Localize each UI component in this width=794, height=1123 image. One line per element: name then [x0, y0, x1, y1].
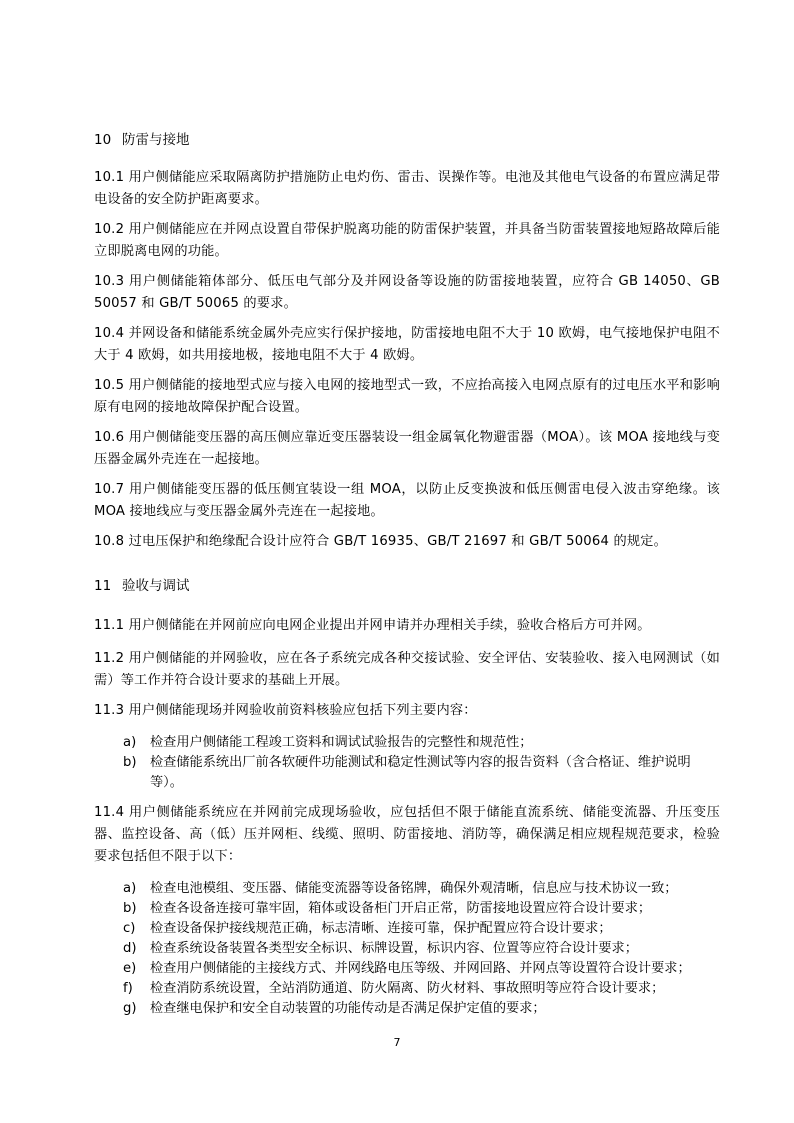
clause-10-6 [94, 427, 720, 471]
clause-text: 用户侧储能系统应在并网前完成现场验收，应包括但不限于储能直流系统、储能变流器、升压变压器、监控设备、高（低）压并网柜、线缆、照明、防雷接地、消防等，确保满足相应规程规范要求，检验要求包括但不限于以下： [94, 805, 720, 864]
clause-10-8 [94, 531, 720, 553]
clause-text: 用户侧储能现场并网验收前资料核验应包括下列主要内容： [128, 703, 477, 718]
section-number: 11 [94, 578, 112, 594]
clause-id: 10.7 [94, 482, 125, 497]
clause-text: 用户侧储能在并网前应向电网企业提出并网申请并办理相关手续，验收合格后方可并网。 [128, 618, 651, 633]
clause-id: 11.1 [94, 618, 125, 633]
clause-id: 10.6 [94, 430, 125, 445]
clause-10-4 [94, 323, 720, 367]
clause-10-5 [94, 375, 720, 419]
list-item [94, 879, 720, 899]
list-marker: g) [123, 1001, 137, 1016]
list-item-text: 检查电池模组、变压器、储能变流器等设备铭牌，确保外观清晰，信息应与技术协议一致； [150, 881, 678, 896]
clause-11-4 [94, 802, 720, 868]
list-item-text: 检查消防系统设置，全站消防通道、防火隔离、防火材料、事故照明等应符合设计要求； [150, 981, 665, 996]
list-item [94, 919, 720, 939]
list-marker: d) [123, 941, 137, 956]
list-item [94, 939, 720, 959]
clause-10-7 [94, 479, 720, 523]
list-item-text: 检查设备保护接线规范正确，标志清晰、连接可靠，保护配置应符合设计要求； [150, 921, 612, 936]
list-marker: a) [123, 735, 137, 750]
clause-id: 10.2 [94, 222, 125, 237]
list-marker: b) [123, 755, 137, 770]
list-item [94, 733, 720, 753]
clause-text: 用户侧储能的接地型式应与接入电网的接地型式一致，不应抬高接入电网点原有的过电压水平和影响原有电网的接地故障保护配合设置。 [94, 378, 720, 415]
clause-id: 10.3 [94, 274, 125, 289]
clause-text: 用户侧储能的并网验收，应在各子系统完成各种交接试验、安全评估、安装验收、接入电网测试（如需）等工作并符合设计要求的基础上开展。 [94, 651, 720, 688]
section-number: 10 [94, 132, 112, 148]
clause-text: 用户侧储能变压器的低压侧宜装设一组 MOA，以防止反变换波和低压侧雷电侵入波击穿绝缘。该 MOA 接地线应与变压器金属外壳连在一起接地。 [94, 482, 720, 519]
clause-id: 11.2 [94, 651, 125, 666]
clause-text: 并网设备和储能系统金属外壳应实行保护接地，防雷接地电阻不大于 10 欧姆，电气接地保护电阻不大于 4 欧姆，如共用接地极，接地电阻不大于 4 欧姆。 [94, 326, 720, 363]
clause-id: 10.8 [94, 534, 125, 549]
clause-11-4-list [94, 879, 720, 1019]
list-item-text: 检查用户侧储能的主接线方式、并网线路电压等级、并网回路、并网点等设置符合设计要求； [150, 961, 691, 976]
list-marker: c) [123, 921, 136, 936]
clause-11-3-list [94, 733, 720, 793]
list-marker: a) [123, 881, 137, 896]
clause-11-2 [94, 648, 720, 692]
clause-text: 用户侧储能箱体部分、低压电气部分及并网设备等设施的防雷接地装置，应符合 GB 14050、GB 50057 和 GB/T 50065 的要求。 [94, 274, 720, 311]
clause-10-3 [94, 271, 720, 315]
list-item-text: 检查用户侧储能工程竣工资料和调试试验报告的完整性和规范性； [150, 735, 533, 750]
list-marker: f) [123, 981, 133, 996]
list-item [94, 979, 720, 999]
clause-id: 10.5 [94, 378, 125, 393]
list-item-text: 检查各设备连接可靠牢固，箱体或设备柜门开启正常，防雷接地设置应符合设计要求； [150, 901, 652, 916]
list-marker: e) [123, 961, 137, 976]
section-title: 验收与调试 [122, 578, 190, 594]
list-item [94, 999, 720, 1019]
section-heading-10 [94, 130, 190, 150]
list-marker: b) [123, 901, 137, 916]
list-item [94, 959, 720, 979]
clause-text: 用户侧储能变压器的高压侧应靠近变压器装设一组金属氧化物避雷器（MOA）。该 MOA 接地线与变压器金属外壳连在一起接地。 [94, 430, 720, 467]
section-title: 防雷与接地 [122, 132, 190, 148]
list-item [94, 753, 720, 793]
clause-id: 11.3 [94, 703, 125, 718]
clause-10-2 [94, 219, 720, 263]
clause-id: 10.4 [94, 326, 125, 341]
page-number: 7 [393, 1036, 401, 1049]
clause-text: 用户侧储能应在并网点设置自带保护脱离功能的防雷保护装置，并具备当防雷装置接地短路故障后能立即脱离电网的功能。 [94, 222, 720, 259]
clause-10-1 [94, 167, 720, 211]
clause-id: 11.4 [94, 805, 125, 820]
section-heading-11 [94, 576, 190, 596]
list-item-text: 检查继电保护和安全自动装置的功能传动是否满足保护定值的要求； [150, 1001, 546, 1016]
clause-text: 用户侧储能应采取隔离防护措施防止电灼伤、雷击、误操作等。电池及其他电气设备的布置应满足带电设备的安全防护距离要求。 [94, 170, 720, 207]
list-item-text: 检查储能系统出厂前各软硬件功能测试和稳定性测试等内容的报告资料（含合格证、维护说明等）。 [150, 755, 691, 790]
clause-text: 过电压保护和绝缘配合设计应符合 GB/T 16935、GB/T 21697 和 GB/T 50064 的规定。 [128, 534, 668, 549]
clause-id: 10.1 [94, 170, 125, 185]
list-item [94, 899, 720, 919]
clause-11-3 [94, 700, 720, 722]
list-item-text: 检查系统设备装置各类型安全标识、标牌设置，标识内容、位置等应符合设计要求； [150, 941, 638, 956]
clause-11-1 [94, 615, 720, 637]
